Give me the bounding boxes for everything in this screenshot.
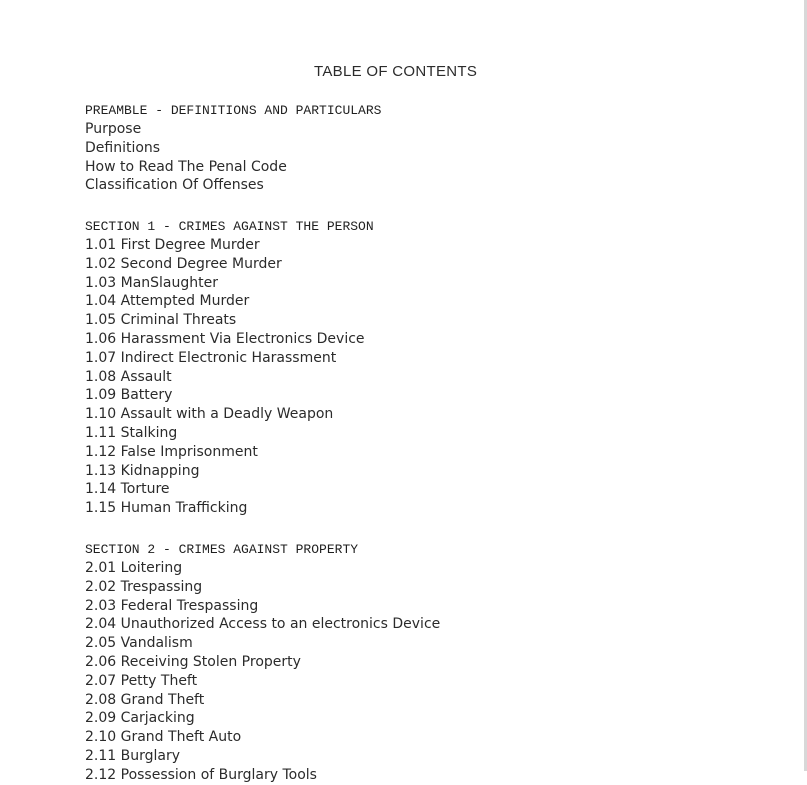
toc-entry: 2.12 Possession of Burglary Tools [85, 766, 317, 783]
toc-entry: 2.04 Unauthorized Access to an electronics Device [85, 616, 441, 633]
toc-entry: 2.08 Grand Theft [85, 691, 205, 708]
toc-entry: 2.09 Carjacking [85, 710, 195, 727]
toc-title: TABLE OF CONTENTS [314, 63, 478, 80]
toc-entry: How to Read The Penal Code [85, 158, 287, 175]
toc-entry: 2.11 Burglary [85, 747, 181, 764]
section-heading-preamble: PREAMBLE - DEFINITIONS AND PARTICULARS [85, 103, 382, 118]
section-2 [85, 541, 440, 785]
toc-entry: 2.02 Trespassing [85, 578, 203, 595]
section-1 [85, 218, 374, 518]
toc-entry: 1.12 False Imprisonment [85, 443, 258, 460]
toc-entry: 1.04 Attempted Murder [85, 293, 250, 310]
toc-entry: 2.06 Receiving Stolen Property [85, 653, 301, 670]
toc-entry: 2.07 Petty Theft [85, 672, 198, 689]
toc-entry: 1.07 Indirect Electronic Harassment [85, 349, 337, 366]
toc-entry: 1.13 Kidnapping [85, 462, 200, 479]
toc-entry: 1.06 Harassment Via Electronics Device [85, 330, 365, 347]
toc-entry: 1.14 Torture [85, 481, 170, 498]
toc-entry: 1.01 First Degree Murder [85, 237, 260, 253]
preamble-section [85, 102, 381, 195]
toc-entry: 1.05 Criminal Threats [85, 312, 237, 329]
toc-entry: 1.08 Assault [85, 368, 172, 385]
toc-entry: Purpose [85, 121, 142, 137]
toc-entry: 1.15 Human Trafficking [85, 500, 248, 517]
toc-entry: 2.01 Loitering [85, 560, 183, 576]
toc-entry: 1.02 Second Degree Murder [85, 255, 282, 272]
toc-entry: 1.11 Stalking [85, 424, 178, 441]
toc-entry: 2.05 Vandalism [85, 635, 193, 652]
toc-entry: 2.03 Federal Trespassing [85, 597, 259, 614]
section-heading-2: SECTION 2 - CRIMES AGAINST PROPERTY [85, 542, 359, 557]
toc-entry: Definitions [85, 139, 161, 156]
toc-entry: 2.10 Grand Theft Auto [85, 729, 242, 746]
section-heading-1: SECTION 1 - CRIMES AGAINST THE PERSON [85, 219, 374, 234]
toc-entry: 1.10 Assault with a Deadly Weapon [85, 406, 334, 423]
toc-entry: 1.09 Battery [85, 387, 173, 404]
toc-entry: Classification Of Offenses [85, 177, 264, 194]
toc-entry: 1.03 ManSlaughter [85, 274, 218, 291]
